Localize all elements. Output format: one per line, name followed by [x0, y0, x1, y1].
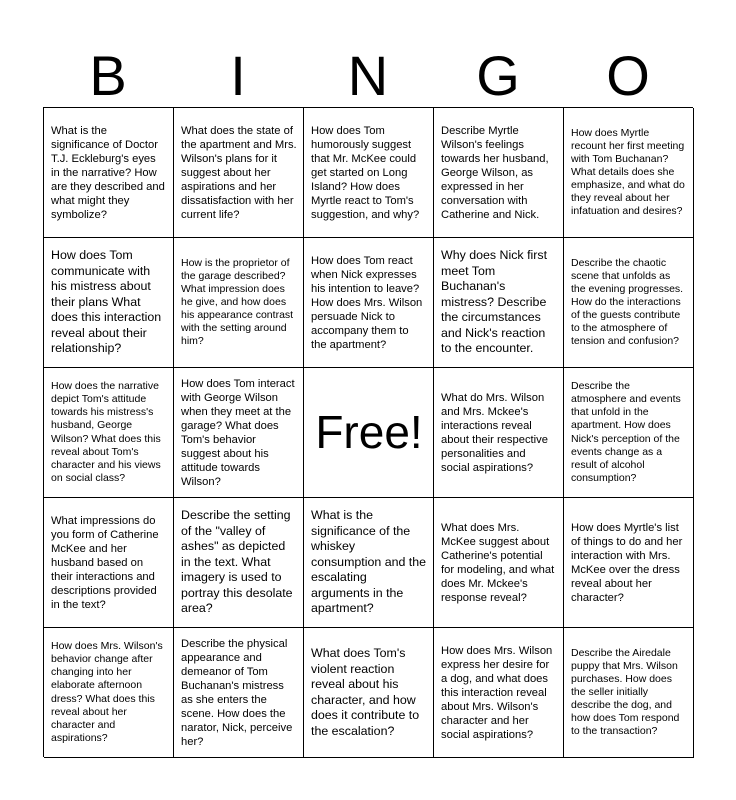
cell-text: Describe the physical appearance and demeanor of Tom Buchanan's mistress as she enters the scene. How does the narator, Nick, perceive her?	[181, 637, 293, 748]
bingo-cell-r1c1	[44, 108, 174, 238]
bingo-cell-r5c5	[564, 628, 694, 758]
cell-text: How does the narrative depict Tom's attitude towards his mistress's husband, George Wilson? What does this reveal about Tom's character and his views on social class?	[51, 380, 161, 484]
bingo-cell-r4c4	[434, 498, 564, 628]
cell-text: How does Myrtle's list of things to do and her interaction with Mrs. McKee over the dress reveal about her character?	[571, 521, 683, 604]
bingo-cell-r2c4	[434, 238, 564, 368]
cell-text: Why does Nick first meet Tom Buchanan's mistress? Describe the circumstances and Nick's reaction to the encounter.	[441, 248, 548, 356]
bingo-cell-r1c3	[304, 108, 434, 238]
cell-text: How does Myrtle recount her first meeting with Tom Buchanan? What details does she emphasize, and what do they reveal about her infatuation and desires?	[571, 126, 685, 218]
cell-text: What does Mrs. McKee suggest about Catherine's potential for modeling, and what does Mr. Mckee's response reveal?	[441, 521, 555, 604]
cell-text: Describe Myrtle Wilson's feelings towards her husband, George Wilson, as expressed in her conversation with Catherine and Nick.	[441, 124, 549, 221]
bingo-cell-r4c2	[174, 498, 304, 628]
bingo-cell-free	[304, 368, 434, 498]
bingo-grid	[43, 107, 693, 757]
bingo-cell-r5c2	[174, 628, 304, 758]
bingo-header	[43, 46, 693, 106]
cell-text: What impressions do you form of Catherine McKee and her husband based on their interactions and descriptions provided in the text?	[51, 514, 159, 611]
cell-text: Describe the setting of the "valley of ashes" as depicted in the text. What imagery is used to portray this desolate area?	[181, 508, 293, 616]
cell-text: What do Mrs. Wilson and Mrs. Mckee's interactions reveal about their respective personalities and social aspirations?	[441, 391, 548, 474]
bingo-cell-r2c1	[44, 238, 174, 368]
cell-text: What is the significance of the whiskey consumption and the escalating arguments in the apartment?	[311, 508, 427, 616]
cell-text: How does Tom communicate with his mistress about their plans What does this interaction reveal about their relationship?	[51, 248, 162, 356]
bingo-cell-r1c2	[174, 108, 304, 238]
header-letter-n: N	[347, 44, 389, 107]
bingo-cell-r2c2	[174, 238, 304, 368]
cell-text: What is the significance of Doctor T.J. Eckleburg's eyes in the narrative? How are they described and what might they symbolize?	[51, 124, 165, 221]
free-space-text: Free!	[315, 405, 423, 458]
header-letter-g: G	[476, 44, 520, 107]
bingo-cell-r4c5	[564, 498, 694, 628]
bingo-cell-r5c4	[434, 628, 564, 758]
bingo-cell-r5c1	[44, 628, 174, 758]
bingo-cell-r3c4	[434, 368, 564, 498]
bingo-cell-r3c2	[174, 368, 304, 498]
bingo-cell-r1c5	[564, 108, 694, 238]
cell-text: How is the proprietor of the garage described? What impression does he give, and how does his appearance contrast with the setting around him?	[181, 256, 294, 348]
cell-text: Describe the Airedale puppy that Mrs. Wilson purchases. How does the seller initially describe the dog, and how does Tom respond to the transaction?	[571, 646, 680, 738]
cell-text: What does Tom's violent reaction reveal about his character, and how does it contribute to the escalation?	[311, 646, 420, 738]
header-letter-b: B	[89, 44, 127, 107]
cell-text: How does Tom react when Nick expresses his intention to leave? How does Mrs. Wilson persuade Nick to accompany them to the apartment?	[311, 254, 423, 351]
cell-text: Describe the chaotic scene that unfolds as the evening progresses. How do the interactions of the guests contribute to the atmosphere of tension and confusion?	[571, 256, 684, 348]
cell-text: How does Mrs. Wilson express her desire for a dog, and what does this interaction reveal about Mrs. Wilson's character and her social aspirations?	[441, 644, 553, 741]
header-letter-o: O	[606, 44, 650, 107]
bingo-cell-r2c5	[564, 238, 694, 368]
bingo-cell-r2c3	[304, 238, 434, 368]
bingo-cell-r4c1	[44, 498, 174, 628]
cell-text: What does the state of the apartment and Mrs. Wilson's plans for it suggest about her aspirations and her dissatisfaction with her current life?	[181, 124, 297, 221]
bingo-cell-r5c3	[304, 628, 434, 758]
bingo-cell-r4c3	[304, 498, 434, 628]
bingo-cell-r1c4	[434, 108, 564, 238]
header-letter-i: I	[230, 44, 246, 107]
cell-text: How does Tom humorously suggest that Mr. McKee could get started on Long Island? How does Myrtle react to Tom's suggestion, and why?	[311, 124, 420, 221]
bingo-cell-r3c1	[44, 368, 174, 498]
cell-text: How does Mrs. Wilson's behavior change after changing into her elaborate afternoon dress? What does this reveal about her character and aspirations?	[51, 640, 163, 744]
cell-text: How does Tom interact with George Wilson when they meet at the garage? What does Tom's behavior suggest about his attitude towards Wilson?	[181, 377, 295, 488]
bingo-cell-r3c5	[564, 368, 694, 498]
cell-text: Describe the atmosphere and events that unfold in the apartment. How does Nick's perception of the events change as a result of alcohol consumption?	[571, 380, 681, 484]
